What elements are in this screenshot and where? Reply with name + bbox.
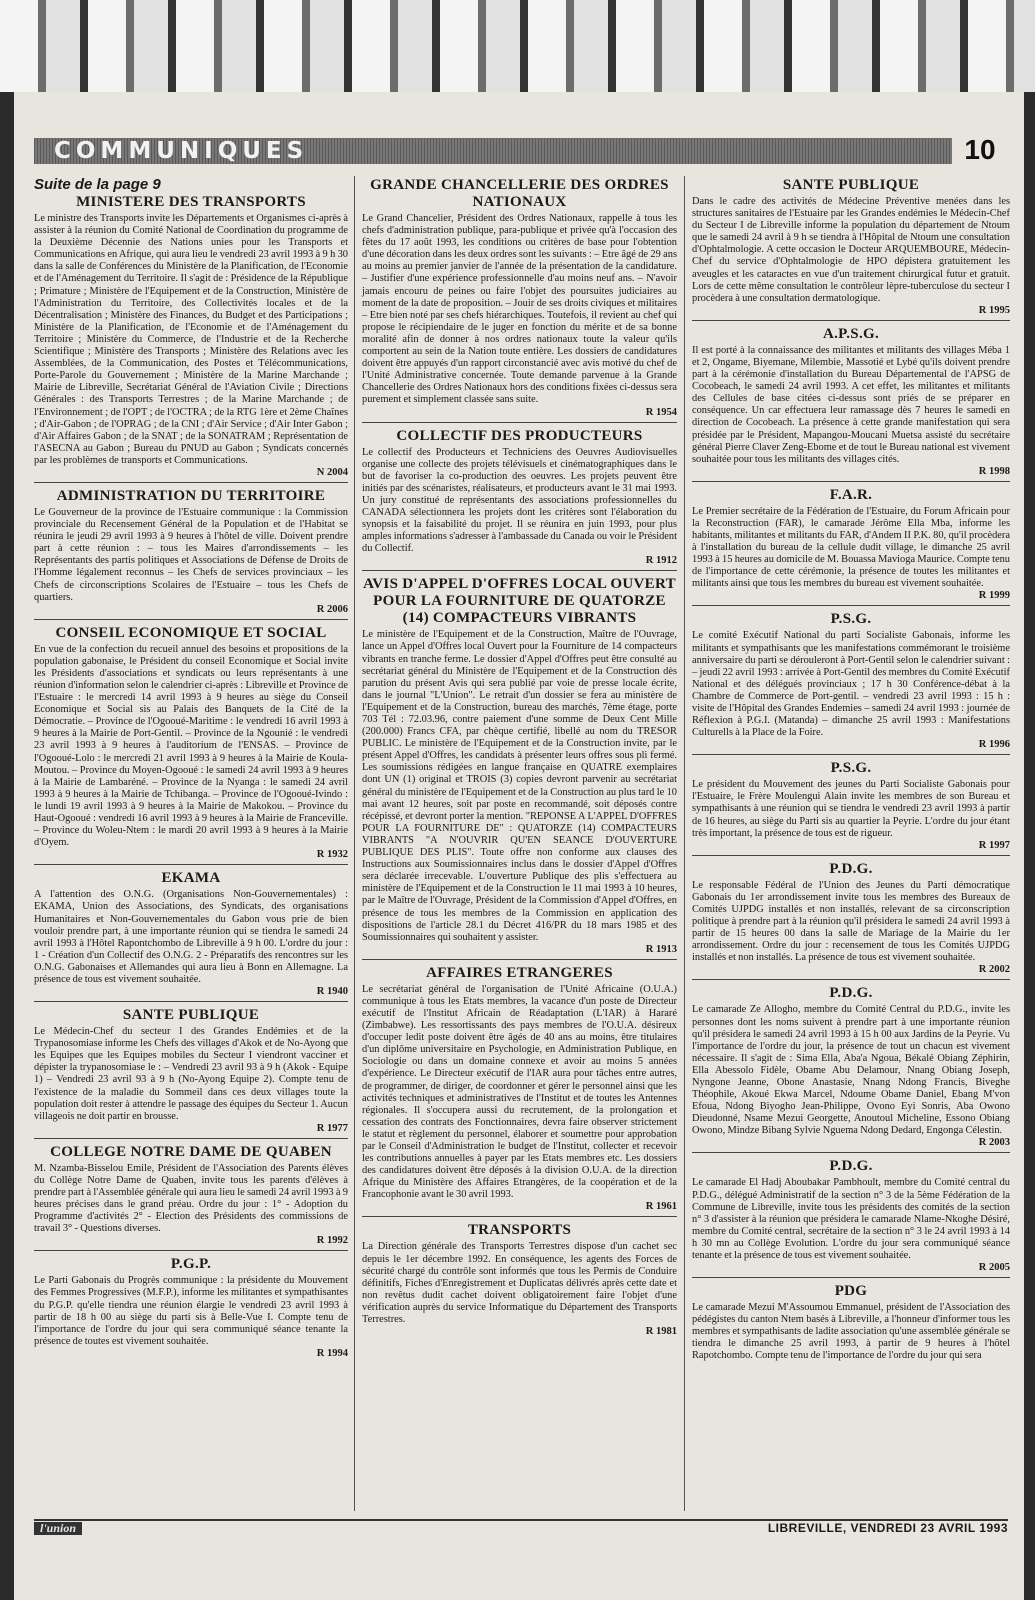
article-body: Le camarade El Hadj Aboubakar Pambhoult, membre du Comité central du P.D.G., délégué Administratif de la section n° 3 de la 5ème Fédération de la Commune de Libreville, invite tous les présidents des comités de la section n° 3 d'assister à la réunion que présidera le camarade Nlame-Nkoghe Désiré, membre du Comité central, secrétaire de la section n° 3 le 24 avril 1993 à 14 h 30 mn au Collège Evolution. L'ordre du jour sera communiqué séance tenante et la présence de tous est vivement souhaitée. (692, 1177, 1010, 1261)
article-ref: R 1998 (978, 465, 1010, 477)
article-title: EKAMA (161, 870, 221, 887)
article-ref: R 1977 (316, 1122, 348, 1134)
column-right (692, 176, 1010, 1371)
article-affaires-etrangeres (362, 965, 677, 1218)
column-left (34, 176, 348, 1368)
article-ref: R 1994 (316, 1347, 348, 1359)
article-ref: R 1913 (645, 943, 677, 955)
article-ref: R 1932 (316, 849, 348, 861)
article-sante-ntoum (692, 177, 1010, 321)
article-title: AFFAIRES ETRANGERES (426, 964, 613, 981)
article-title: P.D.G. (829, 1158, 873, 1175)
newspaper-logo: l'union (34, 1522, 82, 1535)
article-body: Le Médecin-Chef du secteur I des Grandes Endémies et de la Trypanosomiase informe les Chefs des villages d'Akok et de No-Ayong que les Equipes que les Equipes mobiles du Secteur I viendront vacciner et dépister la trypanosomiase le : – Vendredi 23 avril 93 à 9 h (Akok - Equipe 1) – Vendredi 23 avril 93 à 9 h (No-Ayong Equipe 2). Compte tenu de l'existence de la maladie du Sommeil dans ces deux villages toute la population doit rester à attendre le passage des équipes du Secteur 1. Aucun villageois ne doit partir en brousse. (34, 1026, 348, 1122)
article-pdg-4 (692, 1283, 1010, 1365)
article-body: Le responsable Fédéral de l'Union des Jeunes du Parti démocratique Gabonais du 1er arrondissement invite tous les membres des Bureaux de Comités UJPDG installés et non installés, relevant de sa circonscription politique à prendre part à la réunion qu'il présidera le samedi 24 avril 1993 à partir de 15 heures 00 dans la salle de Mariage de la Mairie du 1er arrondissement. Ordre du jour : recensement de tous les Comités UJPDG installés et non installés. La présence de tous est vivement souhaitée. (692, 879, 1010, 964)
column-middle (362, 176, 677, 1346)
article-body: Le camarade Ze Allogho, membre du Comité Central du P.D.G., invite les personnes dont les noms suivent à prendre part à une importante réunion qu'il présidera le samedi 24 avril 1993 à 15 h 00 aux Jardins de la Peyrie. Vu l'importance de l'ordre du jour, la présence de tout un chacun est vivement nécessaire. Il s'agit de : Sima Ella, Aba'a Ngoua, Békalé Obiang Zéphirin, Ella Abessolo Fidèle, Obame Abu Delamour, Nnang Obiang Joseph, Nyngone Jeanne, Obone Anastasie, Nnang Ndong Francis, Biveghe Théophile, Akoué Ekwa Marcel, Ndoume Obame Daniel, Ebang M'von Efoua, Ndong Biyogho Jean-Philippe, Ovono Eyi Sonris, Aba Owono Dieudonné, Nsame Mezui Georgette, Anoutoul Micheline, Essono Obiang Owono, Mindze Bibang Sylvie Nguema Ndong Dedard, Engonga Célestin. (692, 1004, 1010, 1137)
article-college (34, 1144, 348, 1252)
article-title: P.D.G. (829, 985, 873, 1002)
article-title: AVIS D'APPEL D'OFFRES LOCAL OUVERT POUR LA FOURNITURE DE QUATORZE (14) COMPACTEURS VIBRANTS (363, 576, 676, 627)
article-title: P.D.G. (829, 860, 873, 877)
article-title: PDG (834, 1283, 868, 1300)
article-ref: R 1995 (978, 304, 1010, 316)
article-ref: R 2006 (316, 603, 348, 615)
article-pdg-2 (692, 985, 1010, 1153)
article-pgp (34, 1256, 348, 1363)
article-ref: N 2004 (316, 466, 348, 478)
article-title: GRANDE CHANCELLERIE DES ORDRES NATIONAUX (370, 177, 669, 210)
page-number: 10 (952, 134, 1008, 166)
article-ref: R 1954 (645, 406, 677, 418)
article-body: A l'attention des O.N.G. (Organisations Non-Gouvernementales) : EKAMA, Union des Associations, des Syndicats, des organisations Humanitaires et Non-Gouvernementales du Gabon vous prie de bien vouloir prendre part, à une importante réunion qui se tiendra le samedi 24 avril 1993 à l'Hôtel Rapontchombo de Libreville à 9 h 00. L'ordre du jour : 1 - Création d'un Collectif des O.N.G. 2 - Préparatifs des rencontres sur les O.N.G. Gabonaises et Allemandes qui aura lieu à Bonn en Allemagne. La présence de tous est vivement souhaitée. (34, 889, 348, 985)
article-collectif (362, 428, 677, 572)
article-title: COLLEGE NOTRE DAME DE QUABEN (50, 1143, 332, 1160)
article-body: Le ministère de l'Equipement et de la Construction, Maître de l'Ouvrage, lance un Appel d'Offres local Ouvert pour la Fourniture de 14 compacteurs vibrants en tranche ferme. Le dossier d'Appel d'Offres peut être consulté au secrétariat général du Ministère de l'Equipement et de la Construction dès parution du présent Avis qui sera publié par voie de presse locale écrite, dans le journal "L'Union". Le retrait d'un dossier se fera au ministère de l'Equipement et de la Construction, bureau des marchés, 7ème étage, porte 703 Tél : 72.03.96, contre paiement d'une somme de Deux Cent Mille (200.000) Francs CFA, par chèque certifié, libellé au nom du TRESOR PUBLIC. Le ministère de l'Equipement et de la Construction invite, par le présent Appel d'Offres, les candidats à présenter leurs offres sous pli fermé. Les soumissions rédigées en langue française en QUATRE exemplaires dont UN (1) original et TROIS (3) copies devront parvenir au secrétariat général du ministère de l'Equipement et de la Construction au plus tard le 10 mai avant 12 heures, soit par poste en recommandé, soit déposés contre récépissé, et devront porter la mention. "REPONSE A L'APPEL D'OFFRES POUR LA FOURNITURE DE" : QUATORZE (14) COMPACTEURS VIBRANTS "A N'OUVRIR QU'EN SEANCE D'OUVERTURE PUBLIQUE DES PLIS". Toute offre non conforme aux clauses des Instructions aux Soumissionnaires inclus dans le dossier d'Appel d'Offres sera déclarée irrecevable. L'ouverture Publique des plis s'effectuera au ministère de l'Equipement et de la Construction le 11 mai 1993 à 10 heures, par le Maître de l'Ouvrage, Président de la Commission d'Appel d'Offres, en présence de tous les membres de la Commission en application des dispositions de l'article 28.1 du Décret 416/PR du 18 mars 1985 et des Soumissionnaires qui souhaitent y assister. (362, 629, 677, 943)
article-title: TRANSPORTS (467, 1222, 572, 1239)
article-body: Il est porté à la connaissance des militantes et militants des villages Méba 1 et 2, Ongame, Biyemane, Milembie, Massotié et Lybé qu'ils doivent prendre part à la cérémonie d'installation du Bureau Départemental de l'APSG de Cocobeach, le samedi 24 avril 1993. A cet effet, les militantes et militants des Cellules de base citées ci-dessus sont priés de se préparer en conséquence. Un car effectuera leur ramassage dès 7 heures le samedi en direction de Cocobeach. La présence à cette grande manifestation qui sera présidée par le Président, Mapangou-Moucani Muetsa assisté du secrétaire général Pierre Claver Zeng-Ebome et de tout le Bureau national est vivement souhaitée pour tous les militants des villages cités. (692, 344, 1010, 465)
newspaper-page (14, 92, 1024, 1600)
issue-date: LIBREVILLE, VENDREDI 23 AVRIL 1993 (767, 1521, 1008, 1535)
article-body: Le camarade Mezui M'Assoumou Emmanuel, président de l'Association des pédégistes du canton Ntem basés à Libreville, a l'honneur d'informer tous les membres et sympathisants de ladite association qu'une assemblée générale se tiendra le dimanche 25 avril 1993, à partir de 9 heures à l'hôtel Rapotchombo. Compte tenu de l'importance de l'ordre du jour qui sera (692, 1302, 1011, 1362)
page-footer (34, 1519, 1008, 1535)
article-title: CONSEIL ECONOMIQUE ET SOCIAL (55, 624, 327, 641)
continued-kicker: Suite de la page 9 (34, 176, 161, 193)
article-title: COLLECTIF DES PRODUCTEURS (396, 427, 643, 444)
article-ref: R 1981 (645, 1326, 677, 1338)
article-body: Le président du Mouvement des jeunes du Parti Socialiste Gabonais pour l'Estuaire, le Frère Moulengui Alain invite les membres de son Bureau et sympathisants à une réunion qui se tiendra le vendredi 23 avril 1993 à partir de 16 heures, au siège du Parti sis au quartier la Peyrie. L'ordre du jour étant très important, la présence de tous est de rigueur. (692, 779, 1010, 839)
article-body: Le comité Exécutif National du parti Socialiste Gabonais, informe les militants et sympathisants que les manifestations commémorant le troisième anniversaire du parti se dérouleront à Port-Gentil selon le calendrier suivant : – jeudi 22 avril 1993 : arrivée à Port-Gentil des membres du Comité Exécutif National et des délégués provinciaux ; 17 h 30 Conférence-débat à la Chambre de Commerce de Port-gentil. – vendredi 23 avril 1993 : 15 h : visite de l'Hôpital des Grandes Endemies – samedi 24 avril 1993 : journée de Réflexion à P.G.I. (Matanda) – dimanche 25 avril 1993 : Manifestations Culturells à la Place de la Foire. (692, 630, 1010, 739)
article-ref: R 1999 (978, 590, 1010, 602)
article-sante (34, 1007, 348, 1139)
article-appel-offres (362, 576, 677, 959)
article-ref: R 1997 (978, 839, 1010, 851)
article-ref: R 2005 (978, 1262, 1010, 1274)
scan-margin (0, 0, 1035, 92)
article-chancellerie (362, 177, 677, 423)
article-title: A.P.S.G. (822, 325, 880, 342)
article-ref: R 1940 (316, 986, 348, 998)
article-ref: R 1912 (645, 555, 677, 567)
article-ref: R 1996 (978, 739, 1010, 751)
article-title: ADMINISTRATION DU TERRITOIRE (56, 487, 326, 504)
article-body: Dans le cadre des activités de Médecine Préventive menées dans les structures sanitaires de l'Estuaire par les Grandes endémies le Médecin-Chef du Secteur I de Libreville informe la population du département de Ntoum que le samedi 24 avril à 9 h se tiendra à l'Hôpital de Ntoum une consultation d'Ophtalmologie. A cette occasion le Docteur ARQUEMBOURE, Médecin-Chef du service d'Ophtalmologie de HPO dépistera gratuitement les aveugles et les cataractes en vue d'un traitement chirurgical futur et gratuit. Lors de cette même consultation le contrôleur lèpre-tuberculose du secteur I procèdera à une consultation dermatologique. (692, 196, 1010, 304)
article-ref: R 2002 (978, 964, 1010, 976)
article-body: La Direction générale des Transports Terrestres dispose d'un cachet sec depuis le 1er décembre 1992. En conséquence, les agents des Forces de sécurité chargé du contrôle sont informés que tous les Permis de Conduire définitifs, Fiches d'Enregistrement et Duplicatas délivrés après cette date et non revêtus dudit cachet doivent obligatoirement faire l'objet d'une vérification auprès du service Informatique du Département des Transports Terrestres. (362, 1241, 677, 1326)
article-body: Le Parti Gabonais du Progrès communique : la présidente du Mouvement des Femmes Progressives (M.F.P.), informe les militantes et sympathisantes du P.G.P. qu'elle tiendra une réunion élargie le vendredi 23 avril 1993 à partir de 18 h 00 au siège du parti sis à Belle-Vue I. Compte tenu de l'importance de l'ordre du jour qui sera communiqué séance tenante la présence de toutes est vivement souhaitée. (34, 1275, 348, 1347)
article-pdg-1 (692, 861, 1010, 981)
article-apsg (692, 326, 1010, 482)
article-body: Le secrétariat général de l'organisation de l'Unité Africaine (O.U.A.) communique à tous les Etats membres, la vacance d'un poste de Directeur exécutif de l'Institut Africain de Réadaptation (L'IAR) à Hararé (Zimbabwe). Les ressortissants des pays membres de l'O.U.A. désireux d'occuper ledit poste doivent être âgés de 40 ans au moins, être titulaires d'un diplôme universitaire en Psychologie, en Administration Publique, en Sociologie ou dans un domaine connexe et avoir au moins 5 années d'expérience. Le Directeur exécutif de l'IAR aura pour tâches entre autres, de programmer, de diriger, de coordonner et gérer le personnel ainsi que les activités techniques et administratives de l'Institut et de toutes les Antennes régionales. Il s'occupera aussi du recrutement, de la prolongation et cessation des contrats des Fonctionnaires, devra faire observer strictement le statut et règlement du personnel, élaborer et soumettre pour approbation par le Conseil d'Administration le budget de l'Institut, collecter et recevoir les contributions annuelles à payer par les Etats membres etc. Les dossiers des candidatures doivent être déposés à la division O.U.A. de la direction Afrique du Ministère des Affaires Etrangères, de la coopération et de la Francophonie avant le 30 avril 1993. (362, 983, 677, 1201)
column-rule (354, 176, 355, 1511)
article-title: P.S.G. (830, 611, 872, 628)
article-body: Le Gouverneur de la province de l'Estuaire communique : la Commission provinciale du Recensement Général de la Population et de l'Habitat se réunira le jeudi 29 avril 1993 à 9 heures à l'hôtel de ville. Doivent prendre part à cette réunion : – tous les Maires d'arrondissements – les Représentants des partis politiques et Associations de Défense de Droits de l'Homme légalement reconnus – les Chefs de services provinciaux – les Chefs de circonscriptions Scolaires de l'Estuaire – tous les Chefs de quartiers. (34, 506, 348, 603)
article-transports (34, 194, 348, 483)
article-body: Le Grand Chancelier, Président des Ordres Nationaux, rappelle à tous les chefs d'administration publique, para-publique et privée qu'à l'occasion des fêtes du 17 août 1993, les conditions ou critères de base pour l'obtention d'une décoration dans les deux ordres sont les suivants : – Etre âgé de 29 ans au moins au premier janvier de l'année de la présentation de la candidature. – Justifier d'une expérience professionnelle d'au moins neuf ans. – N'avoir jamais encouru de peines ou faire l'objet des poursuites judiciaires au moment de la date de proposition. – Jouir de ses droits civiques et militaires – Etre bien noté par ses chefs hiérarchiques. Toutefois, il revient au chef qui propose le récipiendaire de le juger en fonction du mérite et de sa bonne moralité afin de donner à nos ordres nationaux toute la valeur qu'ils comportent au sein de la Nation toute entière. Les dossiers de candidatures doivent être appuyés d'un rapport circonstancié avec avis motivé du chef de l'Unité Administrative concernée. Toute demande parvenue à la Grande Chancellerie des Ordres Nationaux hors des conditions fixées ci-dessus sera purement et simplement classée sans suite. (362, 213, 677, 406)
article-psg-1 (692, 611, 1010, 755)
article-pdg-3 (692, 1158, 1010, 1278)
article-title: P.G.P. (170, 1256, 212, 1273)
column-rule (684, 176, 685, 1511)
article-psg-2 (692, 760, 1010, 855)
article-transports-terrestres (362, 1222, 677, 1341)
article-body: M. Nzamba-Bisselou Emile, Président de l'Association des Parents élèves du Collège Notre Dame de Quaben, invite tous les parents d'élèves à prendre part à l'Assemblée générale qui aura lieu le samedi 24 avril 1993 à 9 heures précises dans le grand préau. Ordre du jour : 1° - Adoption du Programme d'activités 2° - Election des Présidents des commissions de travail 3° - Questions diverses. (34, 1162, 348, 1235)
article-title: SANTE PUBLIQUE (782, 177, 920, 193)
article-ref: R 2003 (978, 1137, 1010, 1149)
article-conseil (34, 625, 348, 866)
article-body: En vue de la confection du recueil annuel des besoins et propositions de la population gabonaise, le Président du conseil Economique et Social invite les Présidents d'associations et syndicats ou leurs représentants à une réunion d'information selon le calendrier ci-après : Libreville et Province de l'Estuaire : le mercredi 14 avril 1993 à 9 heures au siège du Conseil Economique et Social sis au Palais des Banquets de la Cité de la Démocratie. – Province de l'Ogooué-Maritime : le vendredi 16 avril 1993 à 9 heures à la Mairie de Port-Gentil. – Province de la Ngounié : le vendredi 23 avril 1993 à 9 heures à l'auditorium de l'ENSAS. – Province de l'Ogooué-Lolo : le mercredi 21 avril 1993 à 9 heures à la Mairie de Koula-Moutou. – Province du Moyen-Ogooué : le samedi 24 avril 1993 à 9 heures à la Mairie de Lambaréné. – Province de la Nyanga : le samedi 24 avril 1993 à 9 heures à la Mairie de Tchibanga. – Province de l'Ogooué-Ivindo : le lundi 19 avril 1993 à 9 heures à la Mairie de Makokou. – Province du Haut-Ogooué : vendredi 16 avril 1993 à 9 heures à la Mairie de Franceville. – Province du Woleu-Ntem : le mardi 20 avril 1993 à 9 heures à la Mairie d'Oyem. (34, 643, 348, 849)
article-title: MINISTERE DES TRANSPORTS (76, 194, 306, 210)
article-body: Le ministre des Transports invite les Départements et Organismes ci-après à assister à la réunion du Comité National de Coordination du programme de la Deuxième Décennie des Nations unies pour les Transports et Communications en Afrique, qui aura lieu le vendredi 23 avril 1993 à 9 h 30 dans la salle de Conférences du Ministère de la Planification, de l'Economie et de l'Aménagement du Territoire. Il s'agit de : Présidence de la République ; Primature ; Ministère de l'Equipement et de la Construction, Ministère de l'Administration du Territoire, des Collectivités locales et de la Décentralisation ; Ministère des Finances, du Budget et des Participations ; Ministère de la Planification, de l'Economie et de l'Aménagement du Territoire ; Ministère du Commerce, de l'Industrie et de la Recherche Scientifique ; Ministère des Transports ; Ministère des Relations avec les Assemblées, de la Communication, des Postes et Télécommunications, Porte-Parole du Gouvernement ; Ministère de la Marine Marchande ; Mairie de Libreville, Secrétariat Général de l'Aviation Civile ; Directions Générales : des Transports Terrestres ; de la Marine Marchande ; de l'Environnement ; de l'OPT ; de l'OCTRA ; de la RTG 1ère et 2ème Chaînes ; d'Air-Gabon ; de l'OPRAG ; de la CNI ; d'Air Service ; d'Air Inter Gabon ; d'Air Affaires Gabon ; de la SNAT ; de la SONATRAM ; Représentation de l'ASECNA au Gabon ; Bureau du PNUD au Gabon ; Syndicats concernés par les problèmes de transports et Communications. (34, 213, 348, 466)
article-title: F.A.R. (829, 486, 873, 503)
section-title: COMMUNIQUES (54, 138, 309, 164)
article-ekama (34, 870, 348, 1002)
article-body: Le collectif des Producteurs et Techniciens des Oeuvres Audiovisuelles organise une collecte des projets télévisuels et cinématographiques dans le but de favoriser la co-production des oeuvres. Les projets peuvent être initiés par des scénaristes, réalisateurs, et producteurs avant le 31 mai 1993. Un jury constitué de représentants des associations professionnelles du CANADA sélectionnera les projets dont les critères sont l'élaboration du synopsis et la faisabilité du projet. Il se réunira en juin 1993, pour plus amples informations s'adresser à l'ambassade du Canada ou voir le Président du Collectif. (362, 446, 677, 555)
article-body: Le Premier secrétaire de la Fédération de l'Estuaire, du Forum Africain pour la Reconstruction (FAR), le camarade Jérôme Ella Mba, informe les habitants, militantes et militants du FAR, d'Andem II P.K. 80, qu'il procèdera à l'installation du bureau de la cellule dudit village, le dimanche 25 avril 1993 à 15 heures au domicile de M. Bouassa Mavioga Maurice. Compte tenu de l'importance de cette cérémonie, la présence de toutes les militantes et militants ainsi que tous les membres du bureau est vivement souhaitée. (692, 505, 1010, 590)
article-administration (34, 488, 348, 620)
article-title: P.S.G. (830, 760, 872, 777)
article-ref: R 1992 (316, 1235, 348, 1247)
article-far (692, 487, 1010, 607)
article-ref: R 1961 (645, 1201, 677, 1213)
page-header (34, 134, 1008, 165)
article-title: SANTE PUBLIQUE (122, 1007, 260, 1024)
